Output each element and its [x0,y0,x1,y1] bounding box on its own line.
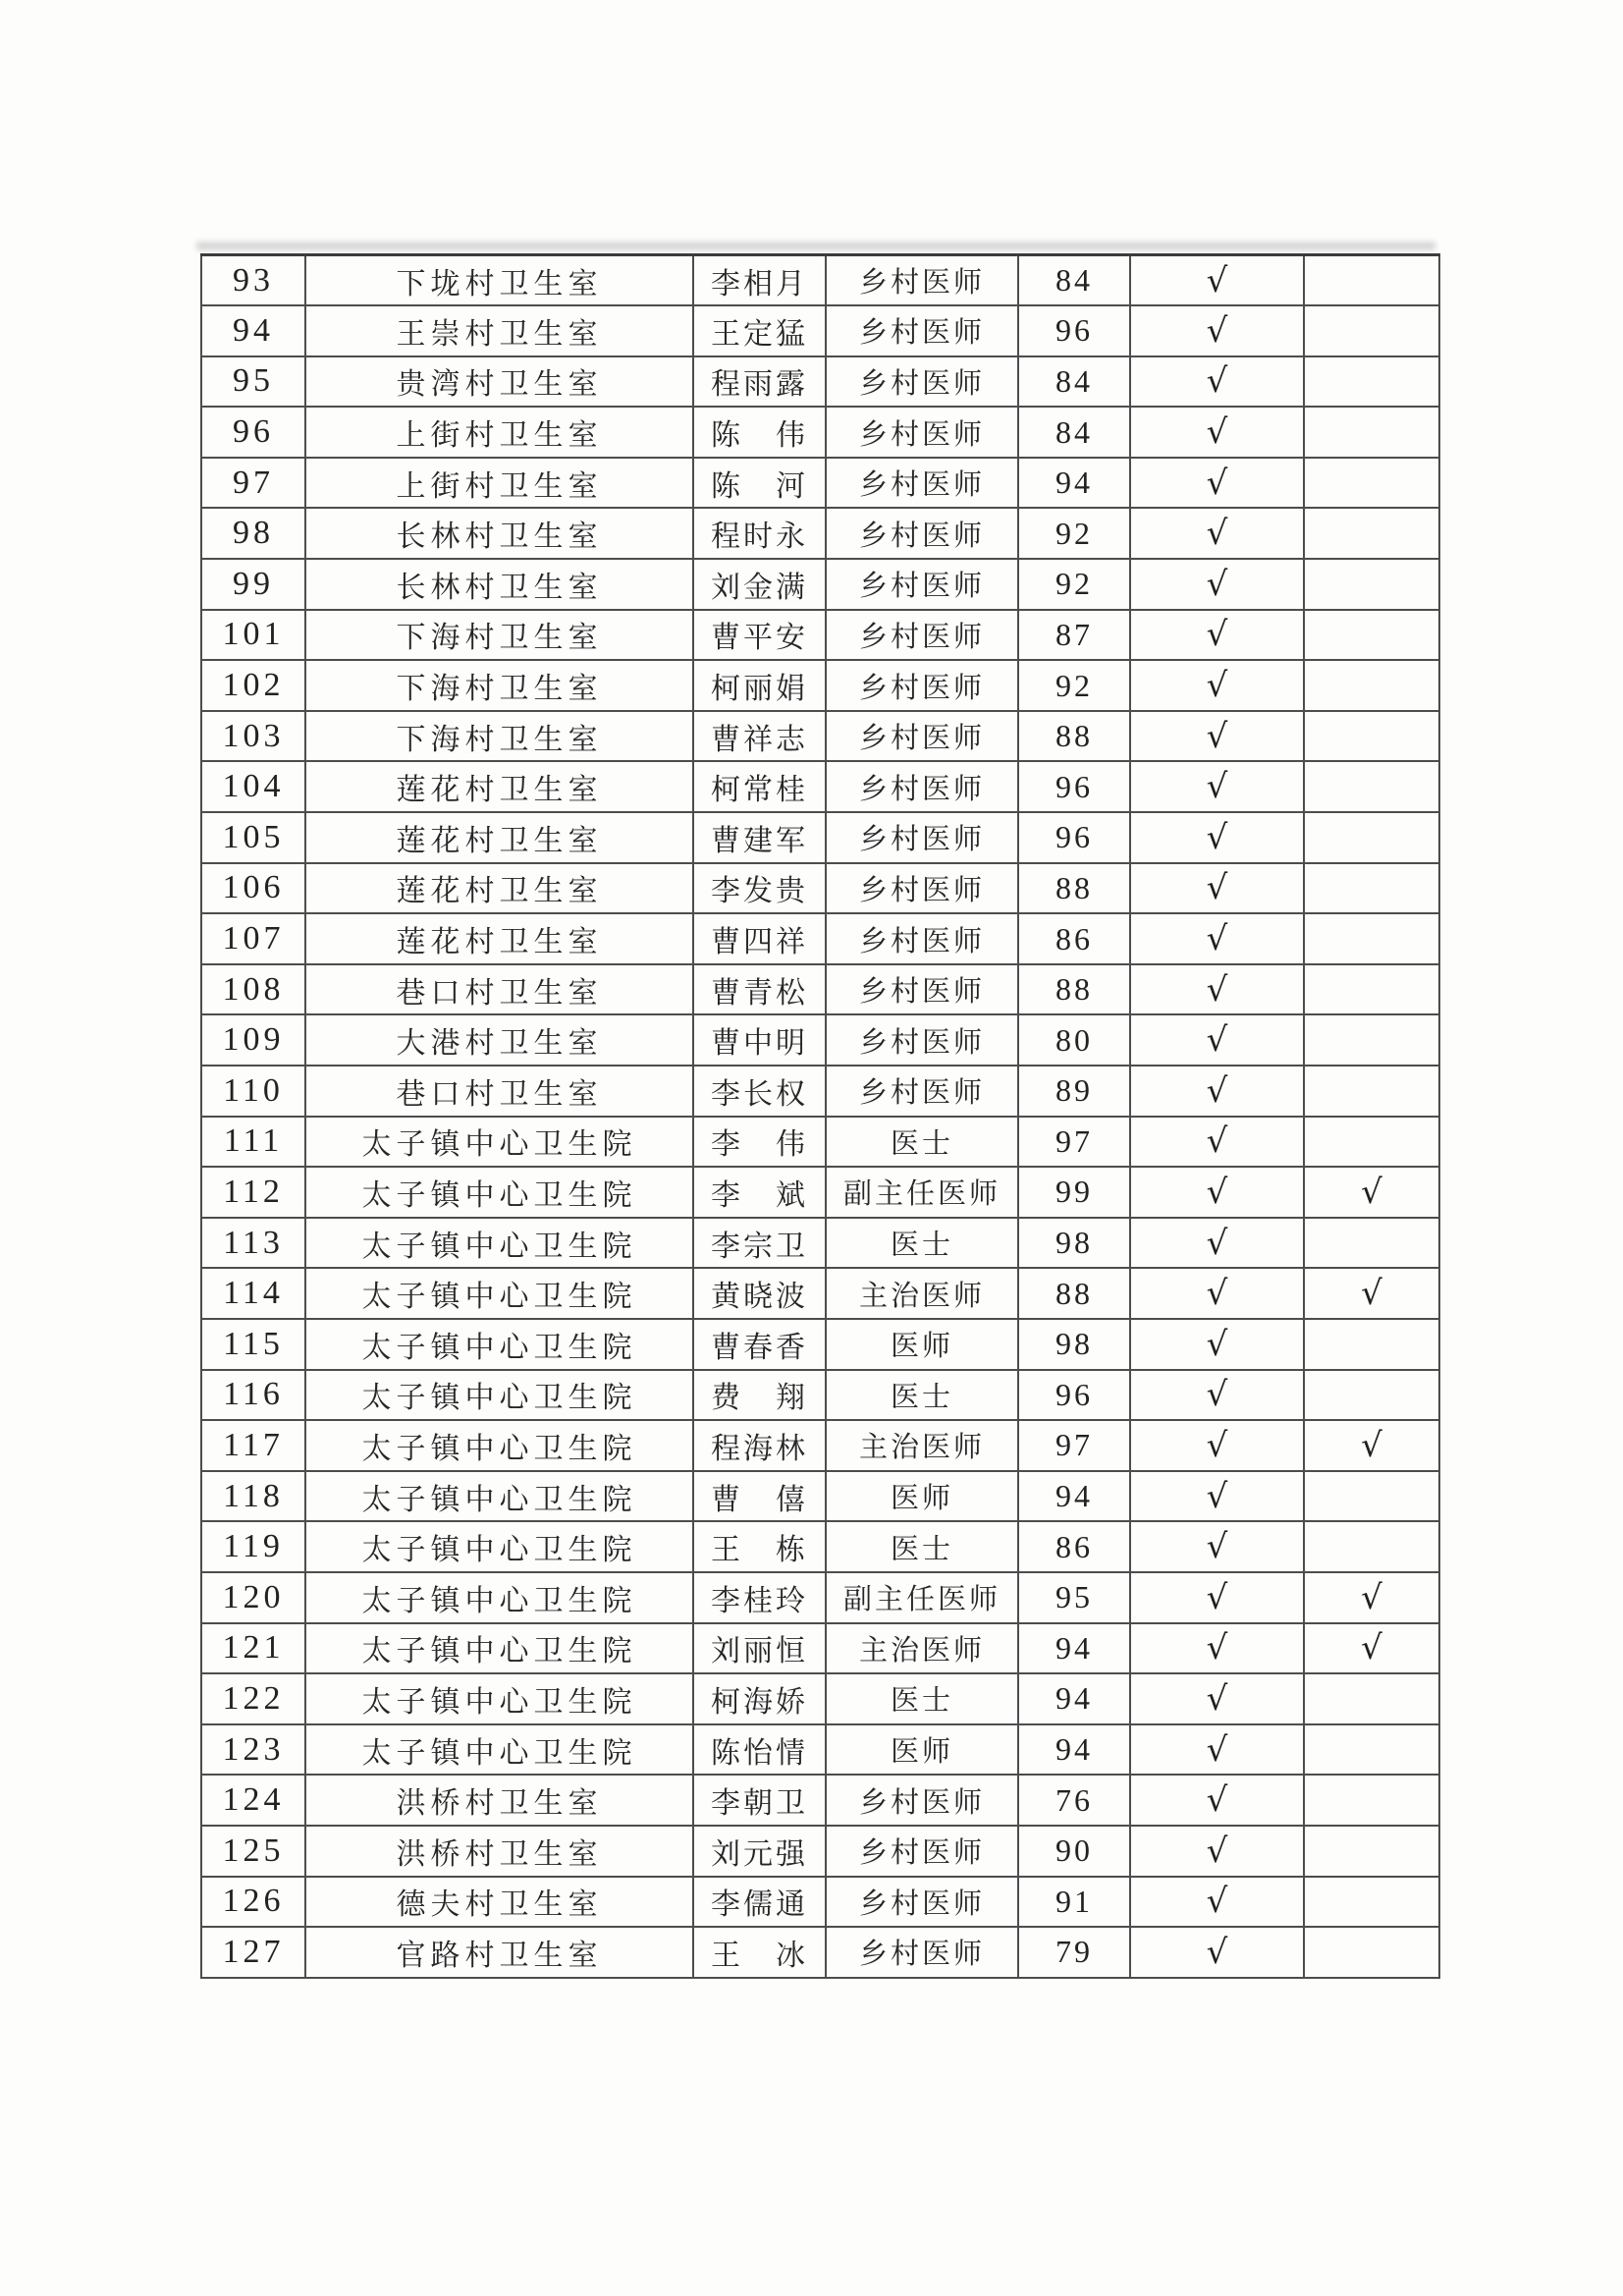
check-secondary-cell [1304,1521,1439,1572]
table-row [201,1117,1439,1168]
check-primary-cell: √ [1130,1370,1304,1421]
check-primary-cell: √ [1130,255,1304,306]
professional-title-cell: 副主任医师 [826,1572,1018,1623]
unit-name-cell: 长林村卫生室 [305,559,693,610]
person-name-cell: 黄晓波 [693,1268,826,1319]
score-cell: 96 [1018,305,1130,356]
serial-number-cell: 93 [201,255,305,306]
check-primary-cell: √ [1130,913,1304,964]
professional-title-cell: 医士 [826,1370,1018,1421]
score-cell: 89 [1018,1066,1130,1117]
professional-title-cell: 乡村医师 [826,610,1018,661]
table-row [201,660,1439,711]
check-primary-cell: √ [1130,1268,1304,1319]
check-primary-cell: √ [1130,559,1304,610]
table-row [201,1066,1439,1117]
check-primary-cell: √ [1130,1724,1304,1776]
professional-title-cell: 乡村医师 [826,1826,1018,1877]
serial-number-cell: 106 [201,863,305,914]
professional-title-cell: 乡村医师 [826,255,1018,306]
check-secondary-cell [1304,1471,1439,1522]
person-name-cell: 程雨露 [693,356,826,408]
professional-title-cell: 乡村医师 [826,458,1018,509]
check-primary-cell: √ [1130,1673,1304,1724]
unit-name-cell: 德夫村卫生室 [305,1877,693,1928]
table-row [201,1877,1439,1928]
unit-name-cell: 王崇村卫生室 [305,305,693,356]
unit-name-cell: 长林村卫生室 [305,508,693,559]
person-name-cell: 李 伟 [693,1117,826,1168]
person-name-cell: 李桂玲 [693,1572,826,1623]
unit-name-cell: 大港村卫生室 [305,1014,693,1066]
table-row [201,1370,1439,1421]
check-primary-cell: √ [1130,660,1304,711]
serial-number-cell: 116 [201,1370,305,1421]
unit-name-cell: 上街村卫生室 [305,458,693,509]
unit-name-cell: 太子镇中心卫生院 [305,1673,693,1724]
unit-name-cell: 太子镇中心卫生院 [305,1319,693,1370]
person-name-cell: 陈 伟 [693,407,826,458]
score-cell: 96 [1018,1370,1130,1421]
professional-title-cell: 主治医师 [826,1420,1018,1471]
person-name-cell: 费 翔 [693,1370,826,1421]
check-primary-cell: √ [1130,1623,1304,1674]
score-cell: 90 [1018,1826,1130,1877]
unit-name-cell: 太子镇中心卫生院 [305,1572,693,1623]
serial-number-cell: 98 [201,508,305,559]
person-name-cell: 刘金满 [693,559,826,610]
table-row [201,1319,1439,1370]
check-secondary-cell [1304,1014,1439,1066]
professional-title-cell: 乡村医师 [826,913,1018,964]
unit-name-cell: 莲花村卫生室 [305,863,693,914]
check-secondary-cell [1304,711,1439,762]
serial-number-cell: 102 [201,660,305,711]
check-primary-cell: √ [1130,1775,1304,1826]
check-primary-cell: √ [1130,964,1304,1015]
table-row [201,1420,1439,1471]
table-row [201,1623,1439,1674]
person-name-cell: 程时永 [693,508,826,559]
score-cell: 94 [1018,1673,1130,1724]
serial-number-cell: 126 [201,1877,305,1928]
unit-name-cell: 巷口村卫生室 [305,964,693,1015]
check-primary-cell: √ [1130,1066,1304,1117]
unit-name-cell: 太子镇中心卫生院 [305,1370,693,1421]
serial-number-cell: 96 [201,407,305,458]
serial-number-cell: 123 [201,1724,305,1776]
score-cell: 86 [1018,1521,1130,1572]
score-cell: 88 [1018,964,1130,1015]
check-secondary-cell [1304,1673,1439,1724]
table-row [201,913,1439,964]
score-cell: 92 [1018,559,1130,610]
check-primary-cell: √ [1130,1572,1304,1623]
table-row [201,1521,1439,1572]
professional-title-cell: 乡村医师 [826,964,1018,1015]
serial-number-cell: 115 [201,1319,305,1370]
person-name-cell: 陈 河 [693,458,826,509]
table-row [201,508,1439,559]
person-name-cell: 曹建军 [693,812,826,863]
score-cell: 92 [1018,508,1130,559]
unit-name-cell: 太子镇中心卫生院 [305,1623,693,1674]
check-secondary-cell [1304,610,1439,661]
professional-title-cell: 医士 [826,1521,1018,1572]
score-cell: 88 [1018,711,1130,762]
professional-title-cell: 乡村医师 [826,508,1018,559]
professional-title-cell: 乡村医师 [826,1775,1018,1826]
unit-name-cell: 莲花村卫生室 [305,761,693,812]
score-cell: 96 [1018,761,1130,812]
serial-number-cell: 105 [201,812,305,863]
check-secondary-cell [1304,1066,1439,1117]
serial-number-cell: 117 [201,1420,305,1471]
check-secondary-cell [1304,356,1439,408]
serial-number-cell: 122 [201,1673,305,1724]
person-name-cell: 王 冰 [693,1927,826,1978]
professional-title-cell: 乡村医师 [826,356,1018,408]
check-primary-cell: √ [1130,812,1304,863]
professional-title-cell: 乡村医师 [826,863,1018,914]
table-row [201,1927,1439,1978]
check-primary-cell: √ [1130,1218,1304,1269]
check-secondary-cell [1304,1370,1439,1421]
professional-title-cell: 乡村医师 [826,407,1018,458]
scan-shadow-artifact [196,242,1435,250]
check-primary-cell: √ [1130,1319,1304,1370]
score-cell: 87 [1018,610,1130,661]
serial-number-cell: 112 [201,1167,305,1218]
check-primary-cell: √ [1130,305,1304,356]
unit-name-cell: 太子镇中心卫生院 [305,1471,693,1522]
check-secondary-cell [1304,458,1439,509]
check-secondary-cell [1304,863,1439,914]
person-name-cell: 曹春香 [693,1319,826,1370]
professional-title-cell: 主治医师 [826,1268,1018,1319]
professional-title-cell: 主治医师 [826,1623,1018,1674]
check-secondary-cell [1304,1724,1439,1776]
person-name-cell: 曹四祥 [693,913,826,964]
professional-title-cell: 乡村医师 [826,559,1018,610]
score-cell: 94 [1018,1471,1130,1522]
score-cell: 88 [1018,863,1130,914]
check-secondary-cell [1304,913,1439,964]
check-secondary-cell [1304,1877,1439,1928]
table-row [201,1268,1439,1319]
score-cell: 94 [1018,458,1130,509]
serial-number-cell: 125 [201,1826,305,1877]
table-row [201,1724,1439,1776]
check-primary-cell: √ [1130,1471,1304,1522]
table-row [201,407,1439,458]
serial-number-cell: 99 [201,559,305,610]
unit-name-cell: 上街村卫生室 [305,407,693,458]
unit-name-cell: 太子镇中心卫生院 [305,1117,693,1168]
check-secondary-cell [1304,660,1439,711]
serial-number-cell: 95 [201,356,305,408]
unit-name-cell: 巷口村卫生室 [305,1066,693,1117]
score-cell: 98 [1018,1218,1130,1269]
score-cell: 79 [1018,1927,1130,1978]
professional-title-cell: 副主任医师 [826,1167,1018,1218]
person-name-cell: 曹平安 [693,610,826,661]
score-cell: 96 [1018,812,1130,863]
unit-name-cell: 太子镇中心卫生院 [305,1724,693,1776]
unit-name-cell: 太子镇中心卫生院 [305,1167,693,1218]
serial-number-cell: 124 [201,1775,305,1826]
serial-number-cell: 107 [201,913,305,964]
person-name-cell: 曹青松 [693,964,826,1015]
score-cell: 94 [1018,1623,1130,1674]
unit-name-cell: 莲花村卫生室 [305,913,693,964]
check-secondary-cell [1304,407,1439,458]
serial-number-cell: 110 [201,1066,305,1117]
table-row [201,1826,1439,1877]
check-secondary-cell: √ [1304,1420,1439,1471]
unit-name-cell: 太子镇中心卫生院 [305,1521,693,1572]
unit-name-cell: 下垅村卫生室 [305,255,693,306]
table-row [201,1471,1439,1522]
serial-number-cell: 118 [201,1471,305,1522]
person-name-cell: 李儒通 [693,1877,826,1928]
person-name-cell: 柯常桂 [693,761,826,812]
check-primary-cell: √ [1130,863,1304,914]
serial-number-cell: 114 [201,1268,305,1319]
check-primary-cell: √ [1130,1014,1304,1066]
check-primary-cell: √ [1130,610,1304,661]
person-name-cell: 柯丽娟 [693,660,826,711]
check-primary-cell: √ [1130,1117,1304,1168]
check-secondary-cell [1304,964,1439,1015]
table-row [201,1673,1439,1724]
check-secondary-cell [1304,1117,1439,1168]
check-secondary-cell [1304,255,1439,306]
person-name-cell: 王 栋 [693,1521,826,1572]
professional-title-cell: 乡村医师 [826,812,1018,863]
serial-number-cell: 111 [201,1117,305,1168]
person-name-cell: 曹中明 [693,1014,826,1066]
person-name-cell: 李朝卫 [693,1775,826,1826]
score-cell: 80 [1018,1014,1130,1066]
table-row [201,1167,1439,1218]
person-name-cell: 程海林 [693,1420,826,1471]
check-secondary-cell [1304,508,1439,559]
score-cell: 99 [1018,1167,1130,1218]
check-secondary-cell [1304,1775,1439,1826]
table-row [201,812,1439,863]
unit-name-cell: 下海村卫生室 [305,610,693,661]
check-secondary-cell [1304,1927,1439,1978]
unit-name-cell: 下海村卫生室 [305,660,693,711]
unit-name-cell: 太子镇中心卫生院 [305,1218,693,1269]
table-row [201,305,1439,356]
person-name-cell: 曹 僖 [693,1471,826,1522]
professional-title-cell: 医师 [826,1471,1018,1522]
table-row [201,1775,1439,1826]
serial-number-cell: 109 [201,1014,305,1066]
check-primary-cell: √ [1130,356,1304,408]
check-secondary-cell [1304,305,1439,356]
check-secondary-cell [1304,1826,1439,1877]
check-primary-cell: √ [1130,508,1304,559]
unit-name-cell: 莲花村卫生室 [305,812,693,863]
check-secondary-cell: √ [1304,1268,1439,1319]
check-secondary-cell [1304,1218,1439,1269]
serial-number-cell: 103 [201,711,305,762]
table-row [201,863,1439,914]
score-cell: 86 [1018,913,1130,964]
score-cell: 84 [1018,356,1130,408]
check-primary-cell: √ [1130,1877,1304,1928]
check-primary-cell: √ [1130,1927,1304,1978]
professional-title-cell: 乡村医师 [826,1927,1018,1978]
score-cell: 88 [1018,1268,1130,1319]
results-table [200,253,1440,1979]
unit-name-cell: 太子镇中心卫生院 [305,1268,693,1319]
professional-title-cell: 医士 [826,1673,1018,1724]
check-secondary-cell [1304,1319,1439,1370]
results-table-body [201,255,1439,1978]
person-name-cell: 李相月 [693,255,826,306]
table-row [201,255,1439,306]
professional-title-cell: 医士 [826,1117,1018,1168]
score-cell: 92 [1018,660,1130,711]
table-row [201,1014,1439,1066]
unit-name-cell: 洪桥村卫生室 [305,1775,693,1826]
professional-title-cell: 乡村医师 [826,1014,1018,1066]
score-cell: 97 [1018,1420,1130,1471]
check-primary-cell: √ [1130,1167,1304,1218]
score-cell: 97 [1018,1117,1130,1168]
table-row [201,1572,1439,1623]
table-row [201,1218,1439,1269]
check-primary-cell: √ [1130,761,1304,812]
professional-title-cell: 医师 [826,1319,1018,1370]
person-name-cell: 王定猛 [693,305,826,356]
table-row [201,761,1439,812]
score-cell: 95 [1018,1572,1130,1623]
table-row [201,964,1439,1015]
unit-name-cell: 下海村卫生室 [305,711,693,762]
table-row [201,711,1439,762]
check-secondary-cell [1304,559,1439,610]
professional-title-cell: 乡村医师 [826,660,1018,711]
score-cell: 98 [1018,1319,1130,1370]
professional-title-cell: 乡村医师 [826,305,1018,356]
professional-title-cell: 乡村医师 [826,711,1018,762]
check-primary-cell: √ [1130,458,1304,509]
professional-title-cell: 乡村医师 [826,1877,1018,1928]
score-cell: 84 [1018,255,1130,306]
person-name-cell: 刘丽恒 [693,1623,826,1674]
serial-number-cell: 113 [201,1218,305,1269]
person-name-cell: 李宗卫 [693,1218,826,1269]
person-name-cell: 柯海娇 [693,1673,826,1724]
score-cell: 94 [1018,1724,1130,1776]
professional-title-cell: 医师 [826,1724,1018,1776]
table-row [201,458,1439,509]
professional-title-cell: 乡村医师 [826,1066,1018,1117]
check-secondary-cell: √ [1304,1623,1439,1674]
unit-name-cell: 太子镇中心卫生院 [305,1420,693,1471]
person-name-cell: 曹祥志 [693,711,826,762]
professional-title-cell: 乡村医师 [826,761,1018,812]
check-secondary-cell [1304,812,1439,863]
score-cell: 84 [1018,407,1130,458]
serial-number-cell: 119 [201,1521,305,1572]
serial-number-cell: 120 [201,1572,305,1623]
unit-name-cell: 官路村卫生室 [305,1927,693,1978]
serial-number-cell: 108 [201,964,305,1015]
serial-number-cell: 97 [201,458,305,509]
unit-name-cell: 洪桥村卫生室 [305,1826,693,1877]
serial-number-cell: 121 [201,1623,305,1674]
serial-number-cell: 94 [201,305,305,356]
serial-number-cell: 101 [201,610,305,661]
serial-number-cell: 104 [201,761,305,812]
check-primary-cell: √ [1130,407,1304,458]
table-row [201,559,1439,610]
person-name-cell: 陈怡情 [693,1724,826,1776]
unit-name-cell: 贵湾村卫生室 [305,356,693,408]
professional-title-cell: 医士 [826,1218,1018,1269]
table-row [201,610,1439,661]
serial-number-cell: 127 [201,1927,305,1978]
person-name-cell: 李长权 [693,1066,826,1117]
check-primary-cell: √ [1130,711,1304,762]
check-primary-cell: √ [1130,1826,1304,1877]
person-name-cell: 李 斌 [693,1167,826,1218]
check-secondary-cell: √ [1304,1167,1439,1218]
person-name-cell: 刘元强 [693,1826,826,1877]
score-cell: 91 [1018,1877,1130,1928]
table-row [201,356,1439,408]
check-primary-cell: √ [1130,1521,1304,1572]
check-primary-cell: √ [1130,1420,1304,1471]
score-cell: 76 [1018,1775,1130,1826]
check-secondary-cell [1304,761,1439,812]
check-secondary-cell: √ [1304,1572,1439,1623]
person-name-cell: 李发贵 [693,863,826,914]
